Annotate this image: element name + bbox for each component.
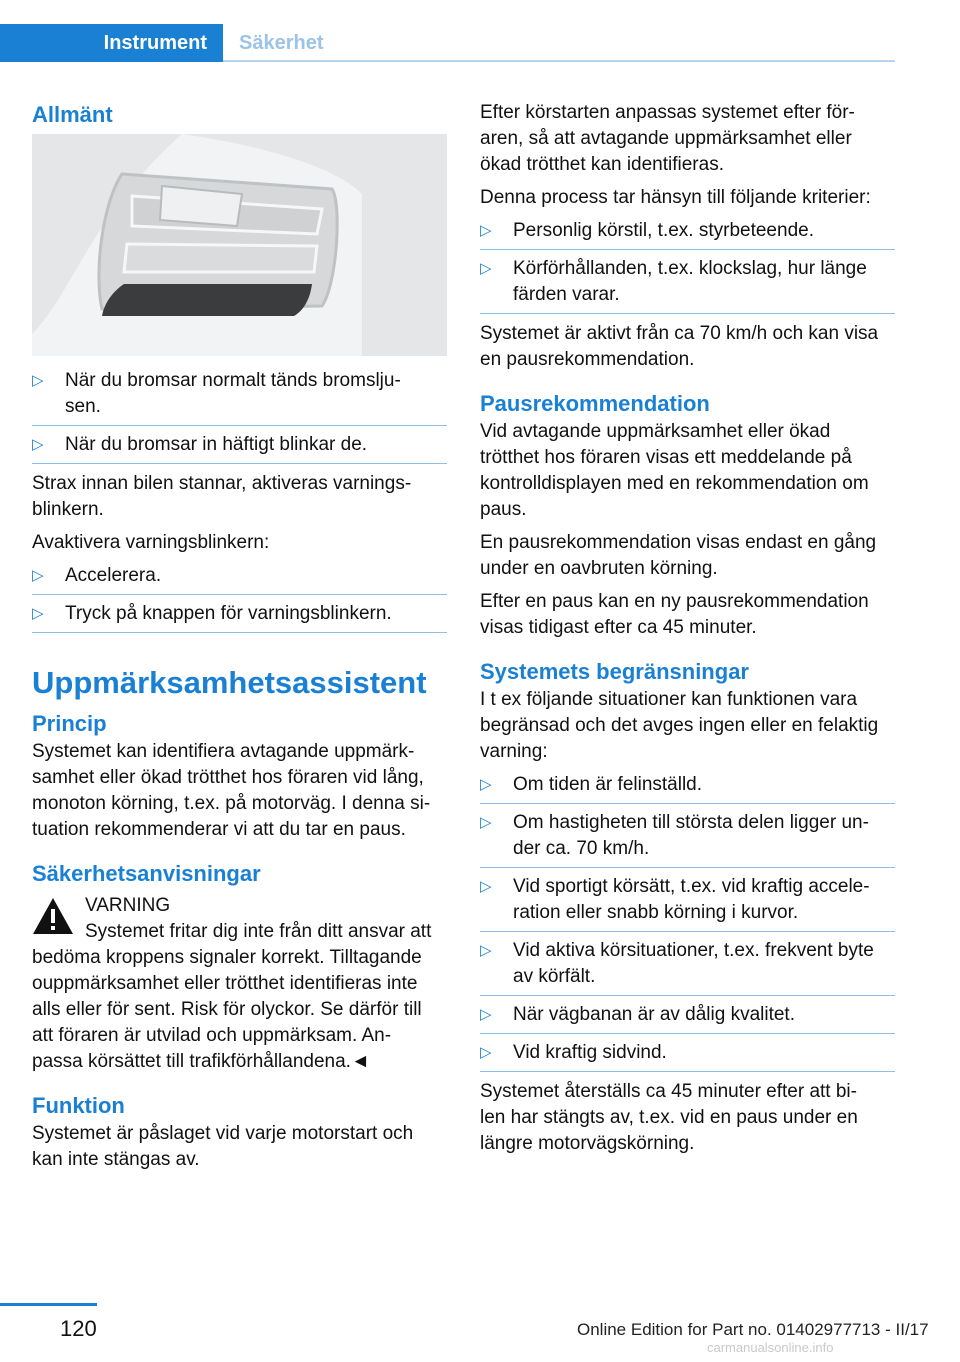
funktion-heading: Funktion [32, 1093, 125, 1118]
list-item: ▷ Vid aktiva körsituationer, t.ex. frekvent byte av körfält. [480, 938, 895, 996]
triangle-bullet-icon: ▷ [480, 878, 492, 895]
tail-light-illustration [32, 134, 447, 356]
criteria-bullets [480, 218, 895, 314]
triangle-bullet-icon: ▷ [480, 1044, 492, 1061]
triangle-bullet-icon: ▷ [480, 776, 492, 793]
paragraph: I t ex följande situationer kan funktionen vara begränsad och det avges ingen eller en felaktig varning: [480, 689, 879, 762]
triangle-bullet-icon: ▷ [480, 1006, 492, 1023]
tab-underline [223, 60, 895, 62]
tab-instrument[interactable]: Instrument [0, 24, 223, 62]
list-item: ▷ Vid kraftig sidvind. [480, 1040, 895, 1072]
paragraph: Avaktivera varningsblinkern: [32, 532, 270, 553]
princip-heading: Princip [32, 711, 107, 736]
triangle-bullet-icon: ▷ [480, 814, 492, 831]
footer-rule [0, 1303, 97, 1306]
list-item: ▷ När vägbanan är av dålig kvalitet. [480, 1002, 895, 1034]
watermark: carmanualsonline.info [707, 1340, 834, 1355]
deactivate-bullets [32, 563, 447, 633]
right-column [480, 100, 895, 1164]
list-item: ▷ Tryck på knappen för varningsblinkern. [32, 601, 447, 633]
paragraph: Vid avtagande uppmärksamhet eller ökad trötthet hos föraren visas ett meddelande på kontrolldisplayen med en rekommendation om paus. [480, 421, 869, 520]
triangle-bullet-icon: ▷ [32, 436, 44, 453]
paragraph: Efter en paus kan en ny pausrekommendation visas tidigast efter ca 45 minuter. [480, 591, 869, 638]
warning-text: Systemet fritar dig inte från ditt ansvar att bedöma kroppens signaler korrekt. Tilltagande ouppmärksamhet eller trötthet identifieras inte alls eller för sent. Risk för olyckor. Se därför till att föraren är utvilad och uppmärksam. An- passa körsättet till trafikförhållandena.◄ [32, 921, 432, 1072]
triangle-bullet-icon: ▷ [32, 567, 44, 584]
list-item: ▷ När du bromsar normalt tänds bromslju- sen. [32, 368, 447, 426]
list-item: ▷ Om hastigheten till största delen ligger un- der ca. 70 km/h. [480, 810, 895, 868]
tab-sakerhet[interactable]: Säkerhet [239, 32, 324, 54]
sakerhet-heading: Säkerhetsanvisningar [32, 861, 261, 886]
tab-bar [0, 24, 895, 62]
triangle-bullet-icon: ▷ [480, 222, 492, 239]
limitations-bullets [480, 772, 895, 1072]
warning-title: VARNING [85, 895, 171, 916]
paragraph: Systemet är aktivt från ca 70 km/h och kan visa en pausrekommendation. [480, 323, 879, 370]
list-item: ▷ Accelerera. [32, 563, 447, 595]
paragraph: Strax innan bilen stannar, aktiveras varnings- blinkern. [32, 473, 412, 520]
allmant-heading: Allmänt [32, 102, 113, 127]
list-item: ▷ När du bromsar in häftigt blinkar de. [32, 432, 447, 464]
list-item: ▷ Vid sportigt körsätt, t.ex. vid kraftig accele- ration eller snabb körning i kurvor. [480, 874, 895, 932]
paragraph: Efter körstarten anpassas systemet efter för- aren, så att avtagande uppmärksamhet eller ökad trötthet kan identifieras. [480, 102, 855, 175]
paragraph: Systemet kan identifiera avtagande uppmärk- samhet eller ökad trötthet hos föraren vid lång, monoton körning, t.ex. på motorväg. I denna si- tuation rekommenderar vi att du tar en paus. [32, 741, 431, 840]
triangle-bullet-icon: ▷ [32, 372, 44, 389]
paragraph: Systemet är påslaget vid varje motorstart och kan inte stängas av. [32, 1123, 414, 1170]
paragraph: Systemet återställs ca 45 minuter efter att bi- len har stängts av, t.ex. vid en paus under en längre motorvägskörning. [480, 1081, 858, 1154]
paragraph: Denna process tar hänsyn till följande kriterier: [480, 187, 871, 208]
triangle-bullet-icon: ▷ [480, 260, 492, 277]
warning-box [32, 893, 447, 919]
page-number: 120 [60, 1316, 97, 1341]
list-item: ▷ Om tiden är felinställd. [480, 772, 895, 804]
list-item: ▷ Körförhållanden, t.ex. klockslag, hur länge färden varar. [480, 256, 895, 314]
triangle-bullet-icon: ▷ [480, 942, 492, 959]
begransningar-heading: Systemets begränsningar [480, 659, 749, 684]
brake-bullets [32, 368, 447, 464]
list-item: ▷ Personlig körstil, t.ex. styrbeteende. [480, 218, 895, 250]
left-column [32, 100, 447, 1180]
triangle-bullet-icon: ▷ [32, 605, 44, 622]
section-heading: Uppmärksamhetsassistent [32, 665, 427, 700]
paus-heading: Pausrekommendation [480, 391, 710, 416]
paragraph: En pausrekommendation visas endast en gång under en oavbruten körning. [480, 532, 877, 579]
edition-note: Online Edition for Part no. 01402977713 - II/17 [577, 1320, 929, 1339]
